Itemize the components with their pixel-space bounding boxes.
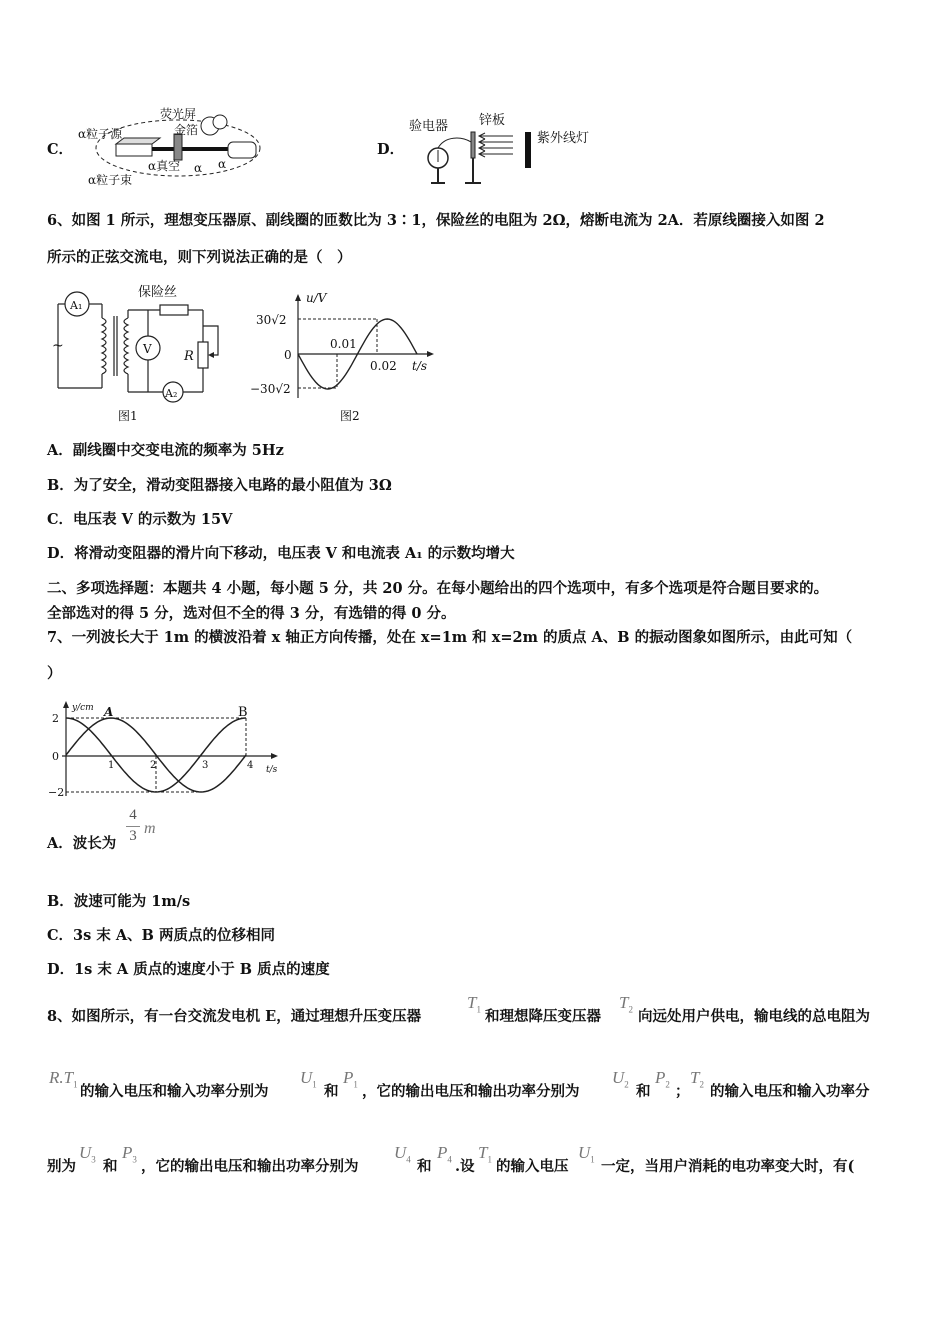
- transformer-circuit-figure: [48, 280, 228, 430]
- y-max-label: 30√2: [256, 313, 287, 327]
- q8-text-2f: 的输入电压和输入功率分: [710, 1083, 870, 1100]
- fraction-unit: m: [144, 820, 156, 837]
- beam-label: α粒子束: [88, 173, 133, 187]
- uv-lamp-label: 紫外线灯: [537, 131, 590, 146]
- symbol-t1-b: $T_1$: [478, 1143, 492, 1165]
- screen-label: 荧光屏: [160, 107, 197, 121]
- symbol-u3: $U_3$: [79, 1143, 96, 1165]
- point-b-label: B: [238, 705, 248, 720]
- section2-line1: 二、多项选择题：本题共 4 小题，每小题 5 分，共 20 分。在每小题给出的四个选项中，有多个选项是符合题目要求的。: [47, 580, 829, 597]
- q8-text-1c: 向远处用户供电，输电线的总电阻为: [638, 1008, 870, 1025]
- symbol-t1: $T_1$: [467, 993, 481, 1015]
- x-axis-label: t/s: [412, 359, 428, 373]
- t1-label: 0.01: [330, 337, 357, 351]
- symbol-p1: $P_1$: [343, 1068, 358, 1090]
- fig1-caption: 图1: [118, 409, 138, 423]
- plate-label: 锌板: [479, 113, 506, 128]
- t2-label: 0.02: [370, 359, 397, 373]
- ac-source-symbol: ~: [52, 338, 64, 354]
- graph-x-label: t/s: [266, 765, 278, 775]
- y-min-label: −30√2: [250, 382, 291, 396]
- q8-text-3c: ，它的输出电压和输出功率分别为: [141, 1158, 359, 1175]
- alpha-label-2: α: [218, 157, 227, 171]
- symbol-p3: $P_3$: [122, 1143, 137, 1165]
- section2-line2: 全部选对的得 5 分，选对但不全的得 3 分，有选错的得 0 分。: [47, 605, 456, 622]
- series-a-curve: [66, 718, 246, 792]
- x-tick-1: 1: [108, 760, 115, 771]
- q8-text-3b: 和: [103, 1158, 118, 1175]
- q7-option-a-label: A．波长为: [47, 835, 117, 852]
- vacuum-label: α真空: [148, 159, 181, 173]
- fraction-denominator: 3: [129, 828, 137, 844]
- alpha-label: α: [194, 161, 203, 175]
- q8-text-1a: 8、如图所示，有一台交流发电机 E，通过理想升压变压器: [47, 1008, 422, 1025]
- y-tick-0: 0: [52, 750, 59, 763]
- q8-text-3f: 的输入电压: [496, 1158, 569, 1175]
- q7-stem-line2: ）: [47, 665, 62, 682]
- fig2-caption: 图2: [340, 409, 360, 423]
- vibration-graph: [48, 700, 288, 800]
- symbol-u2: $U_2$: [612, 1068, 629, 1090]
- option-d-label: D．: [377, 141, 405, 158]
- photoelectric-apparatus-figure: [405, 106, 605, 188]
- x-tick-4: 4: [247, 760, 254, 771]
- ammeter-a2-label: A₂: [165, 387, 178, 400]
- option-c-label: C．: [47, 141, 74, 158]
- rutherford-apparatus-figure: [78, 104, 278, 188]
- q8-text-1b: 和理想降压变压器: [485, 1008, 601, 1025]
- q8-text-2e: ；: [675, 1083, 690, 1100]
- y-tick-neg2: −2: [48, 786, 65, 799]
- foil-label: 金箔: [174, 123, 199, 137]
- source-label: α粒子源: [78, 127, 123, 141]
- fuse-label: 保险丝: [138, 285, 178, 300]
- y-axis-label: u/V: [306, 291, 327, 305]
- symbol-p2: $P_2$: [655, 1068, 670, 1090]
- y-tick-2: 2: [52, 712, 59, 725]
- symbol-u4: $U_4$: [394, 1143, 411, 1165]
- q8-text-3g: 一定，当用户消耗的电功率变大时，有(: [601, 1158, 855, 1175]
- resistor-label: R: [184, 349, 194, 364]
- q8-text-2b: 和: [324, 1083, 339, 1100]
- q8-text-3e: .设: [455, 1158, 475, 1175]
- q8-text-2a: 的输入电压和输入功率分别为: [80, 1083, 269, 1100]
- q8-text-3a: 别为: [47, 1158, 76, 1175]
- electroscope-label: 验电器: [409, 119, 449, 134]
- q7-option-c: C．3s 末 A、B 两质点的位移相同: [47, 927, 275, 944]
- q8-text-3d: 和: [417, 1158, 432, 1175]
- fraction-numerator: 4: [129, 807, 137, 823]
- q6-stem-line1: 6、如图 1 所示，理想变压器原、副线圈的匝数比为 3∶1，保险丝的电阻为 2Ω，熔断电流为 2A．若原线圈接入如图 2: [47, 212, 825, 229]
- origin-label: 0: [284, 348, 292, 362]
- x-tick-3: 3: [202, 760, 209, 771]
- point-a-label: A: [104, 705, 114, 719]
- q6-option-c: C．电压表 V 的示数为 15V: [47, 511, 233, 528]
- ammeter-a1-label: A₁: [70, 299, 83, 312]
- q6-option-b: B．为了安全，滑动变阻器接入电路的最小阻值为 3Ω: [47, 477, 392, 494]
- symbol-u1: $U_1$: [300, 1068, 317, 1090]
- symbol-r-t1: $R.T_1$: [49, 1068, 78, 1090]
- q8-text-2d: 和: [636, 1083, 651, 1100]
- voltage-waveform-figure: [250, 290, 450, 430]
- q7-option-d: D．1s 末 A 质点的速度小于 B 质点的速度: [47, 961, 330, 978]
- q6-option-a: A．副线圈中交变电流的频率为 5Hz: [47, 442, 284, 459]
- symbol-u1-b: $U_1$: [578, 1143, 595, 1165]
- q6-option-d: D．将滑动变阻器的滑片向下移动，电压表 V 和电流表 A₁ 的示数均增大: [47, 545, 515, 562]
- voltmeter-label: V: [143, 342, 152, 356]
- symbol-t2: $T_2$: [619, 993, 633, 1015]
- q7-stem-line1: 7、一列波长大于 1m 的横波沿着 x 轴正方向传播，处在 x=1m 和 x=2m 的质点 A、B 的振动图象如图所示，由此可知（: [47, 629, 853, 646]
- x-tick-2: 2: [150, 760, 157, 771]
- q6-stem-line2: 所示的正弦交流电，则下列说法正确的是（ ）: [47, 249, 352, 266]
- graph-y-label: y/cm: [72, 703, 94, 713]
- q8-text-2c: ，它的输出电压和输出功率分别为: [362, 1083, 580, 1100]
- fraction-four-thirds: [126, 808, 140, 844]
- q7-option-b: B．波速可能为 1m/s: [47, 893, 191, 910]
- symbol-t2-b: $T_2$: [690, 1068, 704, 1090]
- symbol-p4: $P_4$: [437, 1143, 452, 1165]
